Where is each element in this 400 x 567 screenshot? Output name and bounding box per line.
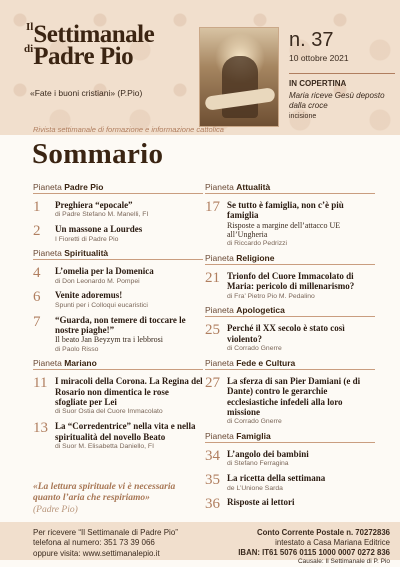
toc-entry[interactable] (205, 200, 375, 248)
section-header (205, 253, 375, 265)
toc-entry[interactable] (205, 376, 375, 426)
section-header (205, 431, 375, 443)
toc-entry[interactable] (205, 497, 375, 512)
footer-phone: telefona al numero: 351 73 39 066 (33, 538, 155, 548)
entry-title: I miracoli della Corona. La Regina del Rosario non dimentica le rose sfogliate per Lei (55, 376, 203, 407)
page-number: 7 (33, 313, 41, 330)
cover-caption: Maria riceve Gesù deposto dalla croce (289, 91, 385, 110)
entry-title: Perché il XX secolo è stato così violento? (227, 323, 345, 344)
toc-entry[interactable] (33, 315, 203, 354)
masthead-settimanale: Settimanale (33, 21, 155, 48)
page-number: 4 (33, 265, 41, 282)
page-number: 2 (33, 223, 41, 240)
section-name: Fede e Cultura (236, 357, 296, 368)
toc-entry[interactable] (205, 449, 375, 468)
entry-author: di Stefano Ferragina (227, 460, 289, 468)
entry-author: di Suor Ostia del Cuore Immacolato (55, 408, 163, 416)
entry-title: Trionfo del Cuore Immacolato di Maria: pericolo di millenarismo? (227, 270, 355, 292)
toc-right-column (205, 182, 375, 517)
masthead-padre-pio: Padre Pio (33, 43, 134, 70)
section-prefix: Pianeta (33, 248, 62, 259)
page-number: 27 (205, 374, 220, 391)
entry-author: de L’Unione Sarda (227, 484, 283, 492)
cover-label: IN COPERTINA (289, 73, 395, 88)
masthead-il: Il (26, 21, 34, 33)
toc-entry[interactable] (33, 200, 203, 219)
section-name: Spiritualità (64, 248, 109, 259)
toc-entry[interactable] (205, 323, 375, 353)
section-name: Mariano (64, 358, 97, 369)
header-banner (0, 0, 400, 135)
entry-title: La sferza di san Pier Damiani (e di Dante) contro le gerarchie ecclesiastiche infedeli alla loro missione (227, 375, 361, 417)
toc-entry[interactable] (33, 290, 203, 309)
section-prefix: Pianeta (33, 182, 62, 192)
entry-title: Un massone a Lourdes (55, 224, 143, 235)
page-title: Sommario (32, 138, 164, 170)
motto: «Fate i buoni cristiani» (P.Pio) (30, 88, 143, 98)
section-prefix: Pianeta (205, 431, 234, 442)
entry-title: Venite adoremus! (55, 290, 123, 301)
page-number: 25 (205, 322, 220, 339)
entry-author: di Riccardo Pedrizzi (227, 240, 288, 248)
entry-author: di Fra’ Pietro Pio M. Pedalino (227, 292, 315, 300)
entry-title: La ricetta della settimana (227, 473, 326, 484)
entry-author: di Corrado Gnerre (227, 345, 282, 353)
toc-entry[interactable] (205, 271, 375, 301)
issue-date: 10 ottobre 2021 (289, 53, 349, 63)
footer-causale: Causale: Il Settimanale di P. Pio (297, 558, 390, 566)
page-number: 34 (205, 448, 220, 465)
section-prefix: Pianeta (205, 305, 234, 316)
footer-subscribe-text: Per ricevere “Il Settimanale di Padre Pio” (33, 528, 178, 537)
footer-website-link[interactable]: oppure visita: www.settimanalepio.it (33, 548, 160, 558)
section-name: Padre Pio (64, 182, 104, 192)
page-number: 17 (205, 199, 220, 215)
entry-author: di Suor M. Elisabetta Daniello, FI (55, 442, 154, 450)
footer-iban: IBAN: IT61 5076 0115 1000 0007 0272 836 (238, 548, 390, 558)
entry-title: L’omelia per la Domenica (55, 266, 154, 277)
page-number: 21 (205, 269, 220, 286)
entry-author: di Don Leonardo M. Pompei (55, 277, 140, 285)
page-number: 36 (205, 496, 220, 513)
section-name: Apologetica (236, 305, 285, 316)
section-prefix: Pianeta (33, 358, 62, 369)
toc-entry[interactable] (33, 266, 203, 285)
masthead-logo (26, 22, 186, 69)
section-header (33, 358, 203, 370)
issue-info (289, 30, 395, 120)
page-number: 6 (33, 289, 41, 306)
magazine-subtitle: Rivista settimanale di formazione e informazione cattolica (33, 125, 224, 134)
entry-title: Preghiera “epocale” (55, 200, 133, 210)
page-number: 11 (33, 375, 48, 392)
entry-title: Risposte ai lettori (227, 497, 295, 508)
footer-contact (33, 528, 178, 559)
entry-subtitle: Il beato Jan Beyzym tra i lebbrosi (55, 335, 163, 345)
entry-title: Se tutto è famiglia, non c’è più famiglia (227, 200, 344, 221)
cover-image (199, 27, 279, 127)
entry-author: I Fioretti di Padre Pio (55, 235, 119, 243)
toc-entry[interactable] (33, 224, 203, 243)
entry-author: di Corrado Gnerre (227, 418, 282, 426)
issue-number: n. 37 (289, 29, 334, 51)
quote (33, 482, 198, 516)
cover-tag: incisione (289, 113, 317, 120)
entry-author: di Padre Stefano M. Manelli, FI (55, 211, 149, 219)
section-header (33, 182, 203, 194)
section-name: Religione (236, 252, 275, 263)
footer (0, 522, 400, 566)
section-header (205, 305, 375, 317)
entry-title: L’angolo dei bambini (227, 449, 309, 460)
footer-payment (238, 528, 390, 567)
entry-title: La “Corredentrice” nella vita e nella spiritualità del novello Beato (55, 421, 196, 442)
footer-account-holder: intestato a Casa Mariana Editrice (275, 538, 390, 548)
quote-text: «La lettura spirituale vi è necessaria quanto l’aria che respiriamo» (33, 482, 176, 504)
entry-author: Spunti per i Colloqui eucaristici (55, 301, 148, 309)
page-number: 13 (33, 420, 48, 437)
toc-entry[interactable] (33, 421, 203, 451)
toc-entry[interactable] (33, 376, 203, 416)
toc-left-column (33, 182, 203, 456)
entry-title: “Guarda, non temere di toccare le nostre piaghe!” (55, 314, 186, 335)
section-prefix: Pianeta (205, 182, 234, 192)
entry-author: di Paolo Risso (55, 345, 99, 353)
page-number: 35 (205, 472, 220, 489)
masthead-di: di (24, 43, 34, 55)
section-prefix: Pianeta (205, 357, 234, 368)
toc-entry[interactable] (205, 473, 375, 492)
section-header (205, 182, 375, 194)
section-header (205, 358, 375, 370)
entry-subtitle: Risposte a margine dell’attacco UE all’Ungheria (227, 220, 341, 239)
section-name: Famiglia (236, 431, 271, 442)
page-number: 1 (33, 199, 41, 215)
section-name: Attualità (236, 182, 271, 192)
footer-postal-account: Conto Corrente Postale n. 70272836 (256, 528, 390, 537)
quote-author: (Padre Pio) (33, 504, 78, 515)
section-header (33, 248, 203, 260)
section-prefix: Pianeta (205, 252, 234, 263)
